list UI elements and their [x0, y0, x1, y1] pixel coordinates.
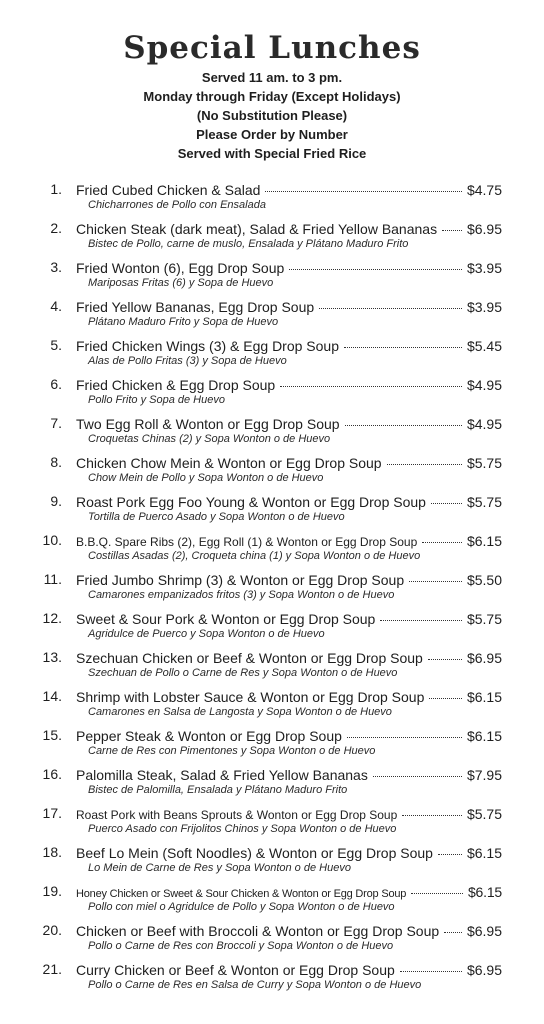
item-price: $6.95: [466, 221, 502, 237]
item-number: 13.: [42, 649, 62, 665]
item-line: [76, 843, 502, 861]
item-line: [76, 726, 502, 744]
item-name: Roast Pork with Beans Sprouts & Wonton or Egg Drop Soup: [76, 808, 398, 822]
item-price: $3.95: [466, 260, 502, 276]
item-number: 21.: [42, 961, 62, 977]
dot-leader: [431, 489, 462, 504]
item-name: Beef Lo Mein (Soft Noodles) & Wonton or Egg Drop Soup: [76, 845, 433, 861]
item-spanish-description: Chow Mein de Pollo y Sopa Wonton o de Huevo: [88, 472, 324, 484]
item-line: [76, 297, 502, 315]
item-price: $6.15: [466, 533, 502, 549]
rice-note: Served with Special Fried Rice: [177, 146, 367, 161]
item-number: 8.: [50, 454, 62, 470]
item-line: [76, 804, 502, 822]
item-number: 14.: [42, 688, 62, 704]
item-line: [76, 960, 502, 978]
item-number: 9.: [50, 493, 62, 509]
item-spanish-description: Camarones en Salsa de Langosta y Sopa Wonton o de Huevo: [88, 706, 392, 718]
dot-leader: [442, 216, 462, 231]
item-price: $4.75: [466, 182, 502, 198]
dot-leader: [289, 255, 462, 270]
item-spanish-description: Bistec de Pollo, carne de muslo, Ensalada y Plátano Maduro Frito: [88, 238, 409, 250]
item-price: $6.95: [466, 650, 502, 666]
dot-leader: [347, 723, 462, 738]
item-spanish-description: Croquetas Chinas (2) y Sopa Wonton o de Huevo: [88, 433, 331, 445]
item-price: $5.75: [466, 494, 502, 510]
item-spanish-description: Mariposas Fritas (6) y Sopa de Huevo: [88, 277, 274, 289]
menu-item: [0, 648, 544, 687]
item-price: $7.95: [466, 767, 502, 783]
item-spanish-description: Camarones empanizados fritos (3) y Sopa Wonton o de Huevo: [88, 589, 395, 601]
item-line: [76, 531, 502, 549]
item-spanish-description: Szechuan de Pollo o Carne de Res y Sopa Wonton o de Huevo: [88, 667, 398, 679]
dot-leader: [380, 606, 462, 621]
dot-leader: [345, 411, 462, 426]
dot-leader: [373, 762, 462, 777]
item-name: Szechuan Chicken or Beef & Wonton or Egg Drop Soup: [76, 650, 423, 666]
menu-item: [0, 921, 544, 960]
item-number: 10.: [42, 532, 62, 548]
menu-item: [0, 765, 544, 804]
menu-item: [0, 882, 544, 921]
item-price: $6.95: [466, 923, 502, 939]
item-name: Fried Wonton (6), Egg Drop Soup: [76, 260, 285, 276]
item-number: 5.: [50, 337, 62, 353]
item-number: 18.: [42, 844, 62, 860]
menu-item: [0, 531, 544, 570]
dot-leader: [387, 450, 462, 465]
item-number: 1.: [50, 181, 62, 197]
item-number: 4.: [50, 298, 62, 314]
item-line: [76, 414, 502, 432]
item-number: 12.: [42, 610, 62, 626]
item-line: [76, 258, 502, 276]
item-line: [76, 336, 502, 354]
item-name: Fried Yellow Bananas, Egg Drop Soup: [76, 299, 315, 315]
dot-leader: [428, 645, 462, 660]
item-line: [76, 687, 502, 705]
item-price: $6.15: [466, 689, 502, 705]
item-name: Fried Chicken & Egg Drop Soup: [76, 377, 276, 393]
menu-title: Special Lunches: [123, 30, 421, 66]
item-price: $5.50: [466, 572, 502, 588]
item-number: 16.: [42, 766, 62, 782]
dot-leader: [438, 840, 462, 855]
menu-list: [0, 180, 544, 999]
menu-item: [0, 414, 544, 453]
serving-hours: Served 11 am. to 3 pm.: [201, 70, 343, 85]
item-spanish-description: Pollo Frito y Sopa de Huevo: [88, 394, 225, 406]
item-name: Chicken Steak (dark meat), Salad & Fried Yellow Bananas: [76, 221, 438, 237]
menu-item: [0, 570, 544, 609]
menu-item: [0, 453, 544, 492]
dot-leader: [265, 177, 462, 192]
dot-leader: [409, 567, 462, 582]
item-spanish-description: Chicharrones de Pollo con Ensalada: [88, 199, 266, 211]
menu-item: [0, 687, 544, 726]
item-price: $6.95: [466, 962, 502, 978]
item-name: Palomilla Steak, Salad & Fried Yellow Bananas: [76, 767, 368, 783]
item-price: $5.75: [466, 806, 502, 822]
substitution-note: (No Substitution Please): [196, 108, 348, 123]
menu-item: [0, 843, 544, 882]
menu-item: [0, 609, 544, 648]
item-name: Chicken or Beef with Broccoli & Wonton or Egg Drop Soup: [76, 923, 440, 939]
item-name: Honey Chicken or Sweet & Sour Chicken & Wonton or Egg Drop Soup: [76, 888, 407, 900]
item-line: [76, 921, 502, 939]
item-price: $4.95: [466, 377, 502, 393]
menu-header: [0, 0, 544, 163]
item-line: [76, 609, 502, 627]
item-spanish-description: Costillas Asadas (2), Croqueta china (1) y Sopa Wonton o de Huevo: [88, 550, 421, 562]
dot-leader: [344, 333, 462, 348]
item-price: $3.95: [466, 299, 502, 315]
item-spanish-description: Lo Mein de Carne de Res y Sopa Wonton o de Huevo: [88, 862, 351, 874]
order-note: Please Order by Number: [196, 127, 348, 142]
item-name: Chicken Chow Mein & Wonton or Egg Drop Soup: [76, 455, 382, 471]
item-number: 15.: [42, 727, 62, 743]
item-number: 6.: [50, 376, 62, 392]
item-line: [76, 765, 502, 783]
menu-item: [0, 297, 544, 336]
item-number: 2.: [50, 220, 62, 236]
item-spanish-description: Agridulce de Puerco y Sopa Wonton o de Huevo: [88, 628, 325, 640]
menu-item: [0, 336, 544, 375]
item-name: Roast Pork Egg Foo Young & Wonton or Egg Drop Soup: [76, 494, 426, 510]
item-name: Fried Cubed Chicken & Salad: [76, 182, 261, 198]
item-number: 11.: [43, 571, 62, 587]
item-spanish-description: Puerco Asado con Frijolitos Chinos y Sopa Wonton o de Huevo: [88, 823, 397, 835]
item-spanish-description: Alas de Pollo Fritas (3) y Sopa de Huevo: [88, 355, 287, 367]
item-name: Fried Jumbo Shrimp (3) & Wonton or Egg Drop Soup: [76, 572, 405, 588]
item-spanish-description: Pollo con miel o Agridulce de Pollo y Sopa Wonton o de Huevo: [88, 901, 395, 913]
item-number: 20.: [42, 922, 62, 938]
item-price: $6.15: [467, 884, 502, 900]
item-line: [76, 375, 502, 393]
item-name: B.B.Q. Spare Ribs (2), Egg Roll (1) & Wonton or Egg Drop Soup: [76, 535, 418, 549]
item-line: [76, 219, 502, 237]
item-spanish-description: Tortilla de Puerco Asado y Sopa Wonton o de Huevo: [88, 511, 345, 523]
item-price: $4.95: [466, 416, 502, 432]
item-line: [76, 453, 502, 471]
item-number: 17.: [42, 805, 62, 821]
item-price: $6.15: [466, 845, 502, 861]
item-line: [76, 180, 502, 198]
item-spanish-description: Carne de Res con Pimentones y Sopa Wonton o de Huevo: [88, 745, 376, 757]
menu-item: [0, 492, 544, 531]
menu-item: [0, 375, 544, 414]
item-name: Pepper Steak & Wonton or Egg Drop Soup: [76, 728, 342, 744]
menu-item: [0, 180, 544, 219]
item-number: 7.: [50, 415, 62, 431]
item-number: 19.: [42, 883, 62, 899]
item-spanish-description: Bistec de Palomilla, Ensalada y Plátano Maduro Frito: [88, 784, 348, 796]
item-line: [76, 492, 502, 510]
item-name: Two Egg Roll & Wonton or Egg Drop Soup: [76, 416, 340, 432]
item-name: Fried Chicken Wings (3) & Egg Drop Soup: [76, 338, 339, 354]
item-line: [76, 648, 502, 666]
dot-leader: [319, 294, 462, 309]
item-name: Sweet & Sour Pork & Wonton or Egg Drop Soup: [76, 611, 376, 627]
dot-leader: [444, 918, 462, 933]
item-number: 3.: [50, 259, 62, 275]
menu-item: [0, 804, 544, 843]
dot-leader: [400, 957, 462, 972]
item-name: Shrimp with Lobster Sauce & Wonton or Egg Drop Soup: [76, 689, 425, 705]
item-price: $5.45: [466, 338, 502, 354]
serving-days: Monday through Friday (Except Holidays): [143, 89, 401, 104]
item-spanish-description: Pollo o Carne de Res con Broccoli y Sopa Wonton o de Huevo: [88, 940, 394, 952]
item-spanish-description: Plátano Maduro Frito y Sopa de Huevo: [88, 316, 279, 328]
menu-item: [0, 960, 544, 999]
menu-item: [0, 726, 544, 765]
item-price: $5.75: [466, 455, 502, 471]
item-price: $5.75: [466, 611, 502, 627]
menu-item: [0, 258, 544, 297]
item-spanish-description: Pollo o Carne de Res en Salsa de Curry y Sopa Wonton o de Huevo: [88, 979, 422, 991]
menu-item: [0, 219, 544, 258]
item-line: [76, 570, 502, 588]
item-price: $6.15: [466, 728, 502, 744]
dot-leader: [402, 801, 462, 816]
item-name: Curry Chicken or Beef & Wonton or Egg Drop Soup: [76, 962, 395, 978]
dot-leader: [429, 684, 462, 699]
dot-leader: [411, 879, 463, 894]
dot-leader: [280, 372, 462, 387]
dot-leader: [422, 528, 462, 543]
item-line: [76, 882, 502, 900]
